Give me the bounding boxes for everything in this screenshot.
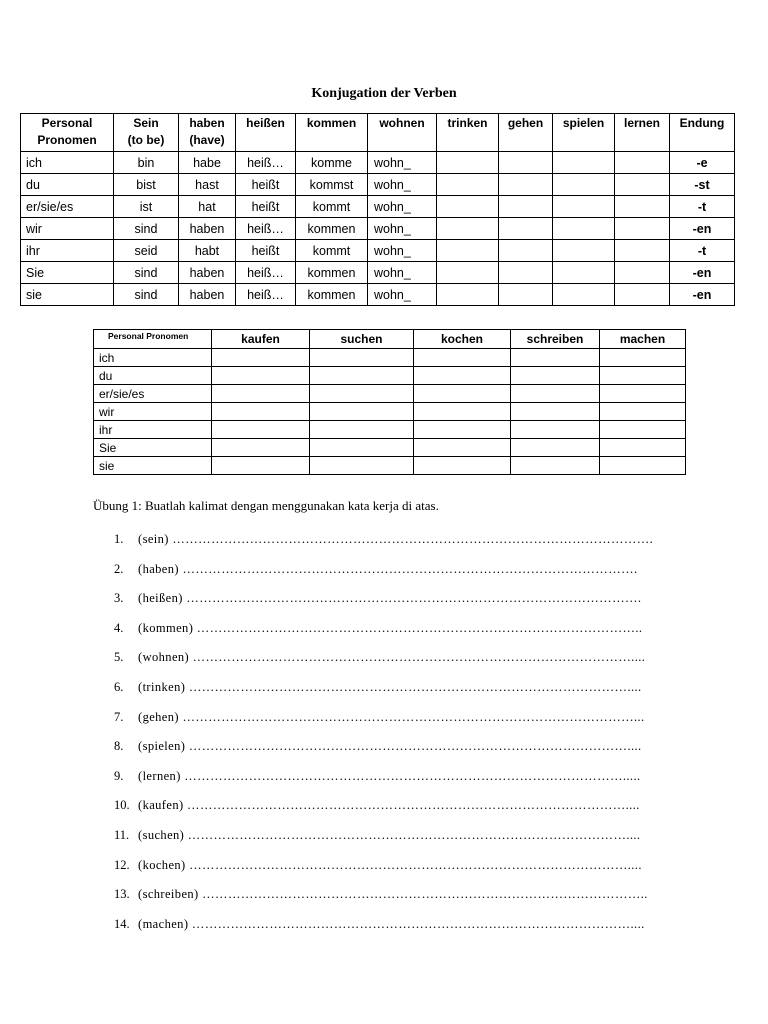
header-cell — [437, 114, 499, 152]
verb-cell: kommen — [296, 262, 368, 284]
blank-answer-cell[interactable] — [600, 457, 686, 475]
list-item[interactable] — [114, 856, 642, 874]
verb-cell: sind — [114, 284, 179, 306]
verb-cell: heiß… — [236, 152, 296, 174]
pronoun-cell: er/sie/es — [94, 385, 212, 403]
blank-answer-cell[interactable] — [414, 367, 511, 385]
blank-answer-cell[interactable] — [414, 439, 511, 457]
item-text: (heißen) ……………………………………………………………………………………………. — [138, 591, 642, 606]
pronoun-cell: sie — [94, 457, 212, 475]
item-number: 3. — [114, 591, 124, 606]
header-cell: suchen — [310, 330, 414, 349]
blank-answer-cell[interactable] — [553, 218, 615, 240]
blank-answer-cell[interactable] — [511, 403, 600, 421]
header-text: Endung — [679, 116, 725, 130]
blank-answer-cell[interactable] — [212, 439, 310, 457]
item-text: (wohnen) ………………………………………………………………………………………….... — [138, 650, 646, 665]
header-cell: kaufen — [212, 330, 310, 349]
verb-cell: heiß… — [236, 218, 296, 240]
list-item[interactable] — [114, 885, 648, 903]
verb-cell: heißt — [236, 240, 296, 262]
verb-cell: heißt — [236, 196, 296, 218]
verb-cell: wohn_ — [368, 218, 437, 240]
table-row — [94, 421, 686, 439]
list-item[interactable] — [114, 648, 645, 666]
blank-answer-cell[interactable] — [499, 240, 553, 262]
blank-answer-cell[interactable] — [511, 421, 600, 439]
item-text: (schreiben) ………………………………………………………………………………………….. — [138, 887, 648, 902]
item-text: (kaufen) ………………………………………………………………………………………….... — [138, 798, 640, 813]
list-item[interactable] — [114, 678, 642, 696]
header-cell: machen — [600, 330, 686, 349]
list-item[interactable] — [114, 826, 640, 844]
verb-cell: hat — [179, 196, 236, 218]
header-text: trinken — [447, 116, 488, 130]
verb-cell: wohn_ — [368, 174, 437, 196]
blank-answer-cell[interactable] — [212, 403, 310, 421]
table-row — [21, 174, 735, 196]
pronoun-cell: ihr — [21, 240, 114, 262]
table-row — [94, 367, 686, 385]
blank-answer-cell[interactable] — [499, 262, 553, 284]
table-row — [94, 439, 686, 457]
list-item[interactable] — [114, 767, 641, 785]
pronoun-cell: Sie — [94, 439, 212, 457]
ending-cell: -t — [670, 240, 735, 262]
verb-cell: heiß… — [236, 262, 296, 284]
item-text: (kommen) ………………………………………………………………………………………….. — [138, 620, 643, 635]
ending-cell: -t — [670, 196, 735, 218]
pronoun-cell: ich — [94, 349, 212, 367]
blank-answer-cell[interactable] — [615, 240, 670, 262]
pronoun-cell: ich — [21, 152, 114, 174]
blank-answer-cell[interactable] — [553, 262, 615, 284]
blank-answer-cell[interactable] — [499, 152, 553, 174]
blank-answer-cell[interactable] — [553, 196, 615, 218]
item-text: (spielen) ………………………………………………………………………………………….... — [138, 739, 642, 754]
verb-cell: habe — [179, 152, 236, 174]
verb-cell: kommt — [296, 196, 368, 218]
verb-cell: haben — [179, 218, 236, 240]
blank-answer-cell[interactable] — [437, 174, 499, 196]
verb-cell: bist — [114, 174, 179, 196]
header-cell — [179, 114, 236, 152]
blank-answer-cell[interactable] — [600, 349, 686, 367]
verb-cell: wohn_ — [368, 240, 437, 262]
blank-answer-cell[interactable] — [310, 349, 414, 367]
header-text: kommen — [306, 116, 357, 130]
item-number: 4. — [114, 620, 124, 635]
pronoun-cell: ihr — [94, 421, 212, 439]
verb-cell: wohn_ — [368, 284, 437, 306]
blank-answer-cell[interactable] — [615, 174, 670, 196]
header-text: (to be) — [127, 133, 165, 147]
verb-cell: habt — [179, 240, 236, 262]
conjugation-table — [20, 113, 735, 306]
item-text: (kochen) ………………………………………………………………………………………….... — [138, 857, 642, 872]
blank-answer-cell[interactable] — [310, 403, 414, 421]
table-row — [21, 262, 735, 284]
pronoun-cell: du — [94, 367, 212, 385]
item-number: 7. — [114, 709, 124, 724]
list-item[interactable] — [114, 708, 645, 726]
blank-answer-cell[interactable] — [437, 262, 499, 284]
table-row — [94, 403, 686, 421]
list-item[interactable] — [114, 619, 642, 637]
blank-answer-cell[interactable] — [414, 349, 511, 367]
list-item[interactable] — [114, 589, 641, 607]
ending-cell: -en — [670, 262, 735, 284]
blank-answer-cell[interactable] — [600, 439, 686, 457]
verb-cell: heiß… — [236, 284, 296, 306]
blank-answer-cell[interactable] — [553, 240, 615, 262]
header-cell — [114, 114, 179, 152]
header-cell: kochen — [414, 330, 511, 349]
blank-answer-cell[interactable] — [212, 457, 310, 475]
verb-cell: bin — [114, 152, 179, 174]
header-cell — [553, 114, 615, 152]
blank-answer-cell[interactable] — [499, 218, 553, 240]
pronoun-cell: du — [21, 174, 114, 196]
item-number: 12. — [114, 857, 130, 872]
header-cell: Personal Pronomen — [94, 330, 212, 349]
blank-answer-cell[interactable] — [414, 403, 511, 421]
header-text: lernen — [623, 116, 660, 130]
practice-table — [93, 329, 686, 475]
blank-answer-cell[interactable] — [499, 284, 553, 306]
header-cell — [21, 114, 114, 152]
blank-answer-cell[interactable] — [615, 284, 670, 306]
blank-answer-cell[interactable] — [437, 240, 499, 262]
header-text: Personal — [41, 116, 93, 130]
verb-cell: ist — [114, 196, 179, 218]
verb-cell: haben — [179, 284, 236, 306]
item-number: 6. — [114, 680, 124, 694]
header-text: wohnen — [379, 116, 425, 130]
verb-cell: kommst — [296, 174, 368, 196]
ending-cell: -e — [670, 152, 735, 174]
blank-answer-cell[interactable] — [310, 421, 414, 439]
blank-answer-cell[interactable] — [511, 457, 600, 475]
header-text: heißen — [246, 116, 285, 130]
blank-answer-cell[interactable] — [553, 174, 615, 196]
header-text: gehen — [507, 116, 544, 130]
blank-answer-cell[interactable] — [600, 385, 686, 403]
header-text: (have) — [189, 133, 225, 147]
pronoun-cell: wir — [94, 403, 212, 421]
item-text: (suchen) ………………………………………………………………………………………….... — [138, 828, 641, 842]
pronoun-cell: Sie — [21, 262, 114, 284]
pronoun-cell: sie — [21, 284, 114, 306]
item-number: 11. — [114, 828, 130, 842]
blank-answer-cell[interactable] — [615, 218, 670, 240]
list-item[interactable] — [114, 796, 640, 814]
header-text: Pronomen — [37, 133, 97, 147]
item-text: (gehen) ……………………………………………………………………………………………... — [138, 709, 645, 724]
blank-answer-cell[interactable] — [511, 349, 600, 367]
list-item[interactable] — [114, 915, 645, 933]
blank-answer-cell[interactable] — [600, 367, 686, 385]
ending-cell: -st — [670, 174, 735, 196]
blank-answer-cell[interactable] — [437, 218, 499, 240]
verb-cell: hast — [179, 174, 236, 196]
header-cell — [615, 114, 670, 152]
verb-cell: sind — [114, 218, 179, 240]
blank-answer-cell[interactable] — [212, 385, 310, 403]
exercise-title: Übung 1: Buatlah kalimat dengan menggunakan kata kerja di atas. — [93, 498, 439, 513]
blank-answer-cell[interactable] — [615, 152, 670, 174]
blank-answer-cell[interactable] — [553, 284, 615, 306]
verb-cell: heißt — [236, 174, 296, 196]
list-item[interactable] — [114, 560, 638, 578]
list-item[interactable] — [114, 530, 653, 548]
verb-cell: komme — [296, 152, 368, 174]
item-number: 14. — [114, 916, 130, 931]
pronoun-cell: wir — [21, 218, 114, 240]
blank-answer-cell[interactable] — [437, 284, 499, 306]
ending-cell: -en — [670, 218, 735, 240]
blank-answer-cell[interactable] — [615, 262, 670, 284]
table-row — [94, 457, 686, 475]
ending-cell: -en — [670, 284, 735, 306]
blank-answer-cell[interactable] — [437, 196, 499, 218]
header-text: spielen — [562, 116, 605, 130]
blank-answer-cell[interactable] — [615, 196, 670, 218]
pronoun-cell: er/sie/es — [21, 196, 114, 218]
blank-answer-cell[interactable] — [600, 421, 686, 439]
verb-cell: wohn_ — [368, 262, 437, 284]
header-cell — [296, 114, 368, 152]
item-text: (machen) ………………………………………………………………………………………….... — [138, 916, 645, 931]
item-text: (sein) …………………………………………………………………………………………………. — [138, 532, 654, 546]
blank-answer-cell[interactable] — [212, 421, 310, 439]
header-text: Sein — [133, 116, 159, 130]
header-cell — [670, 114, 735, 152]
table-row — [21, 240, 735, 262]
blank-answer-cell[interactable] — [310, 367, 414, 385]
table-row — [21, 196, 735, 218]
item-number: 5. — [114, 650, 124, 665]
blank-answer-cell[interactable] — [499, 174, 553, 196]
item-text: (trinken) ………………………………………………………………………………………….... — [138, 680, 642, 694]
verb-cell: kommen — [296, 218, 368, 240]
item-text: (haben) ……………………………………………………………………………………………. — [138, 561, 638, 576]
verb-cell: sind — [114, 262, 179, 284]
header-cell — [499, 114, 553, 152]
verb-cell: kommt — [296, 240, 368, 262]
header-cell — [368, 114, 437, 152]
blank-answer-cell[interactable] — [511, 439, 600, 457]
blank-answer-cell[interactable] — [212, 349, 310, 367]
header-text: haben — [189, 116, 225, 130]
verb-cell: wohn_ — [368, 152, 437, 174]
table-row — [21, 152, 735, 174]
item-number: 9. — [114, 768, 124, 783]
table-row — [21, 218, 735, 240]
blank-answer-cell[interactable] — [499, 196, 553, 218]
blank-answer-cell[interactable] — [310, 385, 414, 403]
blank-answer-cell[interactable] — [437, 152, 499, 174]
blank-answer-cell[interactable] — [600, 403, 686, 421]
blank-answer-cell[interactable] — [511, 367, 600, 385]
item-text: (lernen) …………………………………………………………………………………………..... — [138, 768, 641, 783]
page-title: Konjugation der Verben — [311, 86, 457, 101]
verb-cell: haben — [179, 262, 236, 284]
header-cell — [236, 114, 296, 152]
item-number: 10. — [114, 798, 130, 813]
blank-answer-cell[interactable] — [310, 439, 414, 457]
list-item[interactable] — [114, 737, 642, 755]
header-cell: schreiben — [511, 330, 600, 349]
item-number: 13. — [114, 887, 130, 902]
verb-cell: kommen — [296, 284, 368, 306]
blank-answer-cell[interactable] — [414, 385, 511, 403]
blank-answer-cell[interactable] — [414, 421, 511, 439]
verb-cell: wohn_ — [368, 196, 437, 218]
table-row — [21, 284, 735, 306]
item-number: 1. — [114, 532, 124, 546]
item-number: 8. — [114, 739, 124, 754]
blank-answer-cell[interactable] — [553, 152, 615, 174]
blank-answer-cell[interactable] — [414, 457, 511, 475]
blank-answer-cell[interactable] — [511, 385, 600, 403]
table-row — [94, 349, 686, 367]
item-number: 2. — [114, 561, 124, 576]
blank-answer-cell[interactable] — [310, 457, 414, 475]
verb-cell: seid — [114, 240, 179, 262]
blank-answer-cell[interactable] — [212, 367, 310, 385]
table-row — [94, 385, 686, 403]
